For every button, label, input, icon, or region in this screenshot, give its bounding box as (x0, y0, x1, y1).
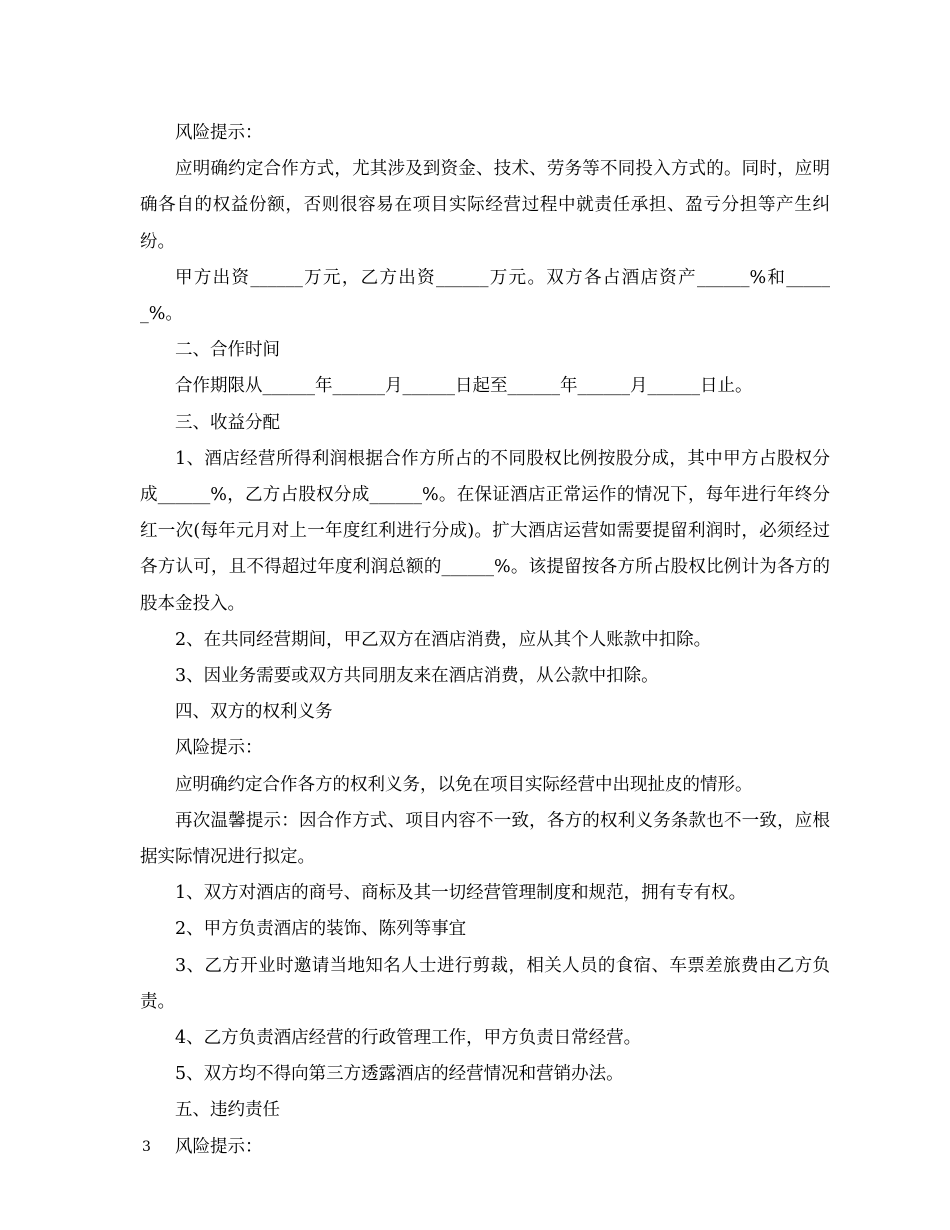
clause-party-b-administration: 4、乙方负责酒店经营的行政管理工作，甲方负责日常经营。 (175, 1028, 642, 1049)
paragraph-reminder: 再次温馨提示：因合作方式、项目内容不一致，各方的权利义务条款也不一致，应根据实际情况进行拟定。 (140, 810, 830, 868)
risk-note-heading: 风险提示： (175, 1136, 263, 1157)
section-heading-rights-obligations: 四、双方的权利义务 (175, 702, 333, 723)
paragraph-rights-note: 应明确约定合作各方的权利义务，以免在项目实际经营中出现扯皮的情形。 (175, 774, 753, 795)
page-number: 3 (142, 1139, 151, 1155)
risk-note-heading: 风险提示： (175, 123, 263, 143)
paragraph-cooperation-mode: 应明确约定合作方式，尤其涉及到资金、技术、劳务等不同投入方式的。同时，应明确各自的权益份额，否则很容易在项目实际经营过程中就责任承担、盈亏分担等产生纠纷。 (140, 159, 830, 252)
clause-personal-consumption: 2、在共同经营期间，甲乙双方在酒店消费，应从其个人账款中扣除。 (175, 629, 712, 650)
section-heading-cooperation-time: 二、合作时间 (175, 340, 280, 361)
clause-confidentiality: 5、双方均不得向第三方透露酒店的经营情况和营销办法。 (175, 1064, 624, 1085)
clause-trademark-rights: 1、双方对酒店的商号、商标及其一切经营管理制度和规范，拥有专有权。 (175, 883, 747, 904)
document-body (140, 115, 830, 1165)
paragraph-capital-contribution: 甲方出资______万元，乙方出资______万元。双方各占酒店资产______%和______%。 (140, 267, 830, 325)
clause-profit-share: 1、酒店经营所得利润根据合作方所占的不同股权比例按股分成，其中甲方占股权分成______%，乙方占股权分成______%。在保证酒店正常运作的情况下，每年进行年终分红一次(每年元月对上一年度红利进行分成)。扩大酒店运营如需要提留利润时，必须经过各方认可，且不得超过年度利润总额的______%。该提留按各方所占股权比例计为各方的股本金投入。 (140, 448, 830, 614)
section-heading-profit-distribution: 三、收益分配 (175, 412, 280, 433)
risk-note-heading: 风险提示： (175, 738, 263, 759)
paragraph-cooperation-period: 合作期限从______年______月______日起至______年______月______日止。 (175, 376, 753, 397)
clause-party-a-decoration: 2、甲方负责酒店的装饰、陈列等事宜 (175, 919, 467, 940)
clause-business-consumption: 3、因业务需要或双方共同朋友来在酒店消费，从公款中扣除。 (175, 666, 659, 687)
clause-party-b-opening: 3、乙方开业时邀请当地知名人士进行剪裁，相关人员的食宿、车票差旅费由乙方负责。 (140, 955, 830, 1012)
section-heading-breach-liability: 五、违约责任 (175, 1100, 280, 1121)
